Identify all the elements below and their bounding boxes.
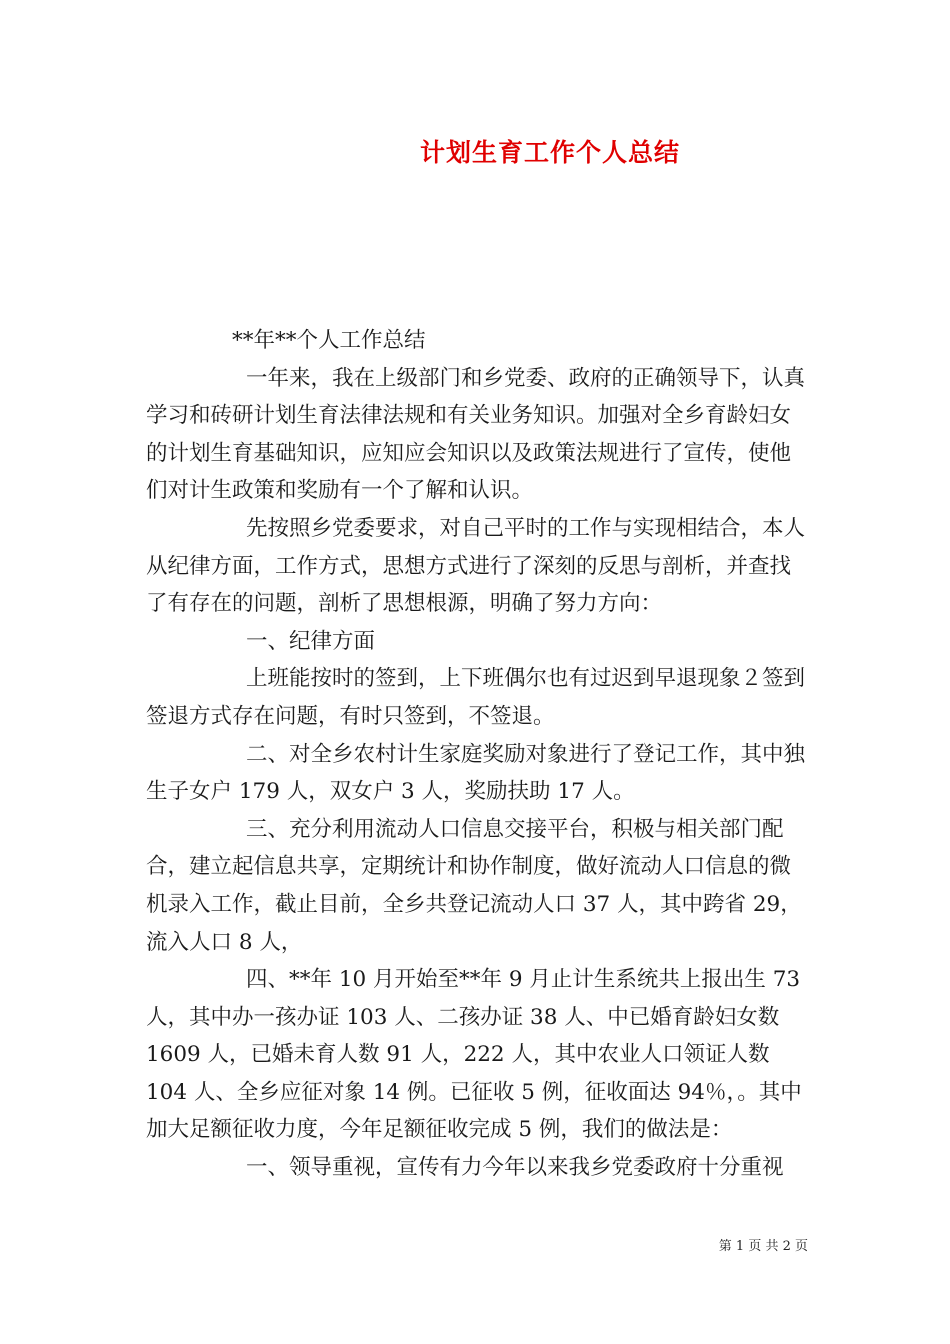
paragraph-migrant-population: 三、充分利用流动人口信息交接平台，积极与相关部门配合，建立起信息共享，定期统计和协作制度，做好流动人口信息的微机录入工作，截止目前，全乡共登记流动人口 37 人，其中跨省 29，流入人口 8 人，	[146, 816, 802, 955]
paragraph-statistics: 四、**年 10 月开始至**年 9 月止计生系统共上报出生 73 人，其中办一孩办证 103 人、二孩办证 38 人、中已婚育龄妇女数 1609 人，已婚未育人数 91 人，222 人，其中农业人口领证人数 104 人、全乡应征对象 14 例。已征收 5 例，征收面达 94％，。其中加大足额征收力度，今年足额征收完成 5 例，我们的做法是：	[146, 967, 802, 1143]
document-title: 计划生育工作个人总结	[419, 138, 680, 167]
paragraph-discipline: 上班能按时的签到，上下班偶尔也有过迟到早退现象２签到签退方式存在问题，有时只签到，不签退。	[146, 666, 806, 729]
page-number-footer: 第 1 页 共 2 页	[718, 1239, 808, 1254]
document-body	[146, 322, 806, 1187]
paragraph-intro: 一年来，我在上级部门和乡党委、政府的正确领导下，认真学习和砖研计划生育法律法规和有关业务知识。加强对全乡育龄妇女的计划生育基础知识，应知应会知识以及政策法规进行了宣传，使他们对计生政策和奖励有一个了解和认识。	[146, 365, 806, 504]
section-heading-discipline: 一、纪律方面	[246, 628, 376, 654]
paragraph-reflection: 先按照乡党委要求，对自己平时的工作与实现相结合，本人从纪律方面，工作方式，思想方式进行了深刻的反思与剖析，并查找了有存在的问题，剖析了思想根源，明确了努力方向：	[146, 515, 806, 617]
paragraph-rewards: 二、对全乡农村计生家庭奖励对象进行了登记工作，其中独生子女户 179 人，双女户 3 人，奖励扶助 17 人。	[146, 741, 806, 805]
paragraph-leadership: 一、领导重视，宣传有力今年以来我乡党委政府十分重视	[246, 1155, 784, 1181]
summary-subtitle: **年**个人工作总结	[232, 328, 426, 353]
